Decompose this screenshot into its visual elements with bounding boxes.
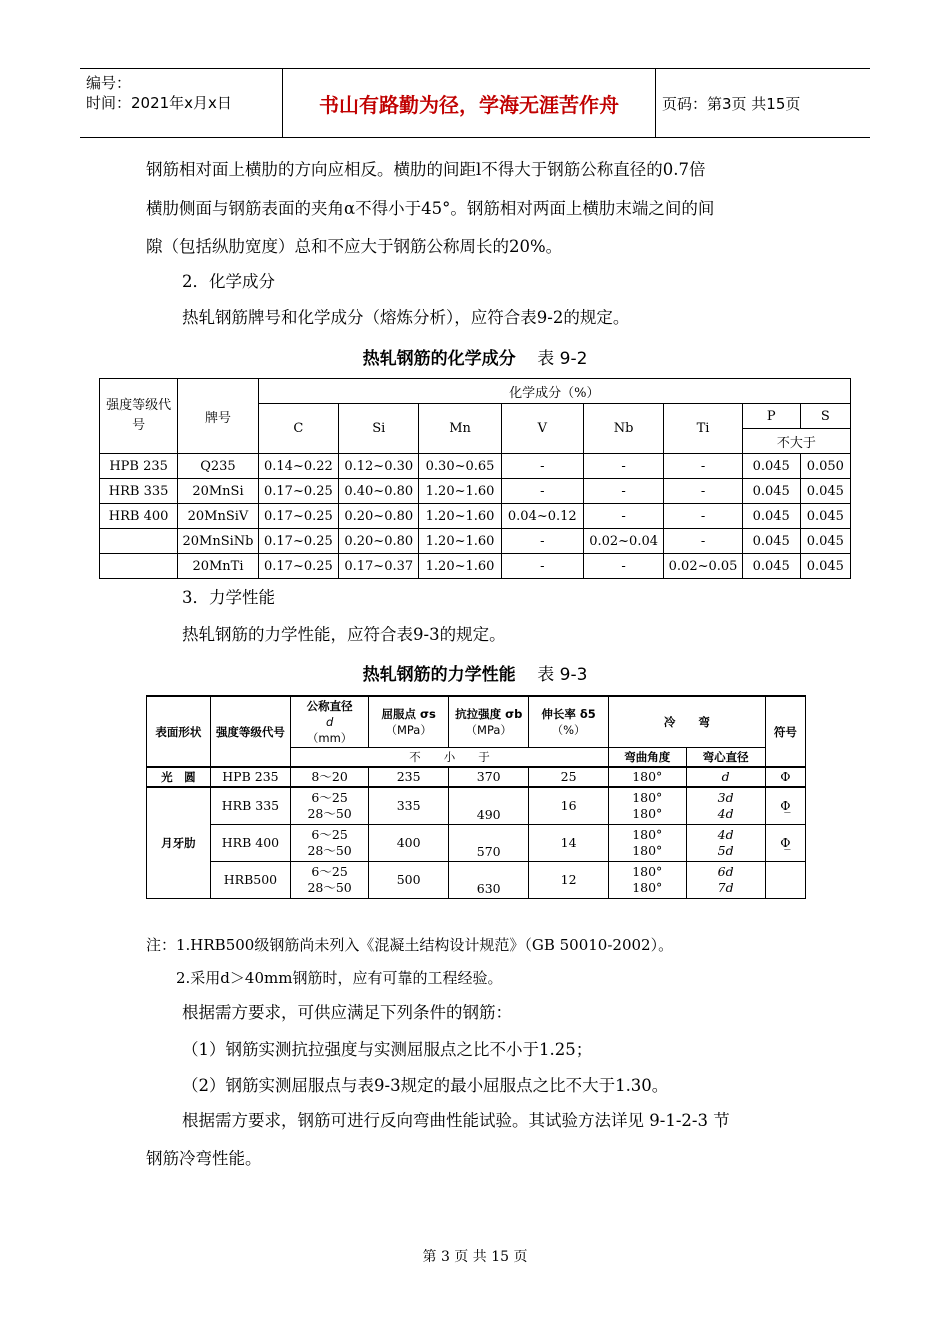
t1-cell: 0.045 [800, 504, 850, 529]
table2-caption [0, 660, 950, 685]
t2-cell-tensile: 490 [449, 787, 529, 825]
t1-cell: 0.17~0.25 [258, 529, 338, 554]
t2-row [147, 787, 806, 825]
t1-cell [100, 529, 178, 554]
t1-cell: HRB 335 [100, 479, 178, 504]
t1-header-brand: 牌号 [178, 379, 258, 454]
t2-header-yield-unit: （MPa） [385, 723, 432, 737]
t2-cell-yield: 500 [369, 862, 449, 899]
t1-cell: 0.050 [800, 454, 850, 479]
t2-header-shape: 表面形状 [147, 696, 211, 767]
t2-cell-elong: 16 [529, 787, 609, 825]
t1-cell: 0.17~0.25 [258, 504, 338, 529]
t2-header-tensile-label: 抗拉强度 σb [455, 707, 523, 721]
t1-col-c: C [258, 404, 338, 454]
t2-cell-angle: 180° 180° [608, 825, 686, 862]
t1-cell: 1.20~1.60 [419, 529, 501, 554]
t2-header-elongation-unit: （%） [551, 723, 586, 737]
header-meta [86, 73, 282, 113]
paragraph-line: （2）钢筋实测屈服点与表9-3规定的最小屈服点之比不大于1.30。 [182, 1076, 669, 1095]
t1-cell: - [664, 529, 742, 554]
t2-cell-dia: 6～25 28～50 [291, 825, 369, 862]
t1-row [100, 479, 851, 504]
t2-header-min: 不 小 于 [291, 748, 609, 768]
t1-cell: 0.02~0.05 [664, 554, 742, 579]
header-number: 编号： [86, 74, 132, 92]
t2-row [147, 767, 806, 787]
t1-cell: 0.045 [742, 554, 800, 579]
t1-cell: 0.17~0.25 [258, 554, 338, 579]
table1-caption [0, 344, 950, 369]
t2-cell-yield: 335 [369, 787, 449, 825]
t2-cell-elong: 14 [529, 825, 609, 862]
t1-cell: 0.04~0.12 [501, 504, 583, 529]
note-1: 注：1.HRB500级钢筋尚未列入《混凝土结构设计规范》（GB 50010-2002）。 [146, 936, 674, 954]
t2-cell-tensile: 630 [449, 862, 529, 899]
t1-cell: 1.20~1.60 [419, 479, 501, 504]
t1-cell: 1.20~1.60 [419, 504, 501, 529]
header-page-info: 页码：第3页 共15页 [662, 95, 801, 113]
t1-cell: 0.045 [742, 529, 800, 554]
t2-cell-grade: HRB 335 [210, 787, 290, 825]
t2-cell-bend: 3d 4d [686, 787, 765, 825]
t2-cell-yield: 235 [369, 767, 449, 787]
t2-cell-symbol [765, 862, 805, 899]
t1-cell: - [664, 504, 742, 529]
t2-row [147, 825, 806, 862]
paragraph-line: 根据需方要求，钢筋可进行反向弯曲性能试验。其试验方法详见 9-1-2-3 节 [182, 1111, 730, 1130]
t2-header-yield [369, 696, 449, 748]
paragraph-line: 根据需方要求，可供应满足下列条件的钢筋： [182, 1003, 512, 1022]
t2-header-yield-label: 屈服点 σs [381, 707, 436, 721]
t2-header-diameter-label: 公称直径 [306, 699, 353, 713]
t2-cell-symbol: Φ̲ [765, 787, 805, 825]
t1-cell: 0.20~0.80 [339, 529, 419, 554]
t1-cell: - [501, 529, 583, 554]
table2-caption-title: 热轧钢筋的力学性能 [362, 665, 516, 685]
t1-cell: HPB 235 [100, 454, 178, 479]
t2-cell-angle: 180° 180° [608, 862, 686, 899]
t2-shape-ribbed: 月牙肋 [147, 787, 211, 899]
t2-cell-elong: 25 [529, 767, 609, 787]
t1-cell: 0.045 [800, 554, 850, 579]
table1-caption-number: 表 9-2 [537, 349, 588, 369]
t2-cell-dia: 6～25 28～50 [291, 862, 369, 899]
t2-header-symbol: 符号 [765, 696, 805, 767]
t1-cell: Q235 [178, 454, 258, 479]
t2-cell-elong: 12 [529, 862, 609, 899]
t1-cell: - [583, 504, 663, 529]
chemical-composition-table [99, 378, 851, 579]
t1-cell: - [583, 554, 663, 579]
t1-cell: 0.045 [742, 504, 800, 529]
t2-cell-tensile: 570 [449, 825, 529, 862]
t2-cell-symbol: Φ̲ [765, 825, 805, 862]
section-heading-mechanical: 3．力学性能 [182, 588, 275, 607]
t1-col-s: S [800, 404, 850, 429]
t1-row [100, 554, 851, 579]
t1-cell: 0.02~0.04 [583, 529, 663, 554]
t1-cell: - [583, 454, 663, 479]
t1-cell: 0.17~0.37 [339, 554, 419, 579]
t1-col-mn: Mn [419, 404, 501, 454]
t2-cell-grade: HRB 400 [210, 825, 290, 862]
t2-cell-angle: 180° [608, 767, 686, 787]
section-heading-chemistry: 2．化学成分 [182, 272, 275, 291]
t1-row [100, 504, 851, 529]
t1-cell: 0.40~0.80 [339, 479, 419, 504]
t2-header-angle: 弯曲角度 [608, 748, 686, 768]
t2-cell-tensile: 370 [449, 767, 529, 787]
t1-cell: - [664, 479, 742, 504]
t2-cell-dia: 8～20 [291, 767, 369, 787]
t1-col-si: Si [339, 404, 419, 454]
t2-header-diameter-symbol: d [325, 715, 334, 729]
page-footer: 第 3 页 共 15 页 [422, 1249, 528, 1265]
t1-cell: 0.17~0.25 [258, 479, 338, 504]
t2-header-bend-diameter: 弯心直径 [686, 748, 765, 768]
t1-cell: 20MnSi [178, 479, 258, 504]
t1-cell: 0.045 [800, 529, 850, 554]
t2-header-cold-bend: 冷 弯 [608, 696, 765, 748]
t1-header-max: 不大于 [742, 429, 850, 454]
t2-row [147, 862, 806, 899]
t1-cell: 0.14~0.22 [258, 454, 338, 479]
t2-header-grade: 强度等级代号 [210, 696, 290, 767]
t1-cell: 0.12~0.30 [339, 454, 419, 479]
t1-header-chem: 化学成分（%） [258, 379, 850, 404]
note-2: 2.采用d＞40mm钢筋时，应有可靠的工程经验。 [176, 969, 503, 987]
t1-row [100, 529, 851, 554]
t1-cell: - [583, 479, 663, 504]
t1-col-nb: Nb [583, 404, 663, 454]
t1-cell: 20MnSiNb [178, 529, 258, 554]
t1-col-p: P [742, 404, 800, 429]
t1-cell: 1.20~1.60 [419, 554, 501, 579]
t1-cell: 20MnSiV [178, 504, 258, 529]
paragraph-line: 横肋侧面与钢筋表面的夹角α不得小于45°。钢筋相对两面上横肋末端之间的间 [146, 199, 715, 218]
t1-cell: - [664, 454, 742, 479]
t1-cell: 0.045 [800, 479, 850, 504]
t2-cell-bend: 4d 5d [686, 825, 765, 862]
t1-row [100, 454, 851, 479]
t1-cell: 0.20~0.80 [339, 504, 419, 529]
t1-col-v: V [501, 404, 583, 454]
t2-header-elongation [529, 696, 609, 748]
t2-header-elongation-label: 伸长率 δ5 [541, 707, 596, 721]
t2-cell-dia: 6～25 28～50 [291, 787, 369, 825]
paragraph-line: 钢筋冷弯性能。 [146, 1149, 262, 1168]
t1-cell: 0.045 [742, 454, 800, 479]
t2-cell-angle: 180° 180° [608, 787, 686, 825]
t2-cell-bend: d [686, 767, 765, 787]
t1-col-ti: Ti [664, 404, 742, 454]
t2-header-tensile-unit: （MPa） [465, 723, 512, 737]
t1-cell: 0.30~0.65 [419, 454, 501, 479]
t1-cell: - [501, 479, 583, 504]
t1-cell: HRB 400 [100, 504, 178, 529]
table2-caption-number: 表 9-3 [537, 665, 588, 685]
t1-header-grade: 强度等级代号 [100, 379, 178, 454]
paragraph-line: 热轧钢筋的力学性能，应符合表9-3的规定。 [182, 625, 506, 644]
paragraph-line: （1）钢筋实测抗拉强度与实测屈服点之比不小于1.25； [182, 1040, 593, 1059]
t2-cell-yield: 400 [369, 825, 449, 862]
paragraph-line: 热轧钢筋牌号和化学成分（熔炼分析），应符合表9-2的规定。 [182, 308, 630, 327]
header-motto: 书山有路勤为径，学海无涯苦作舟 [282, 69, 656, 137]
paragraph-line: 钢筋相对面上横肋的方向应相反。横肋的间距l不得大于钢筋公称直径的0.7倍 [146, 160, 706, 179]
paragraph-line: 隙（包括纵肋宽度）总和不应大于钢筋公称周长的20%。 [146, 237, 563, 256]
t1-cell: - [501, 454, 583, 479]
t1-cell [100, 554, 178, 579]
t2-header-tensile [449, 696, 529, 748]
t1-cell: - [501, 554, 583, 579]
t2-cell-bend: 6d 7d [686, 862, 765, 899]
page-header [80, 68, 870, 138]
t2-header-diameter [291, 696, 369, 748]
t2-shape-round: 光 圆 [147, 767, 211, 787]
t2-cell-symbol: Φ [765, 767, 805, 787]
header-date: 时间：2021年x月x日 [86, 94, 232, 112]
t1-cell: 20MnTi [178, 554, 258, 579]
table1-caption-title: 热轧钢筋的化学成分 [362, 349, 516, 369]
mechanical-properties-table [146, 695, 806, 899]
t2-cell-grade: HPB 235 [210, 767, 290, 787]
t2-header-diameter-unit: （mm） [306, 731, 353, 745]
t2-cell-grade: HRB500 [210, 862, 290, 899]
t1-cell: 0.045 [742, 479, 800, 504]
